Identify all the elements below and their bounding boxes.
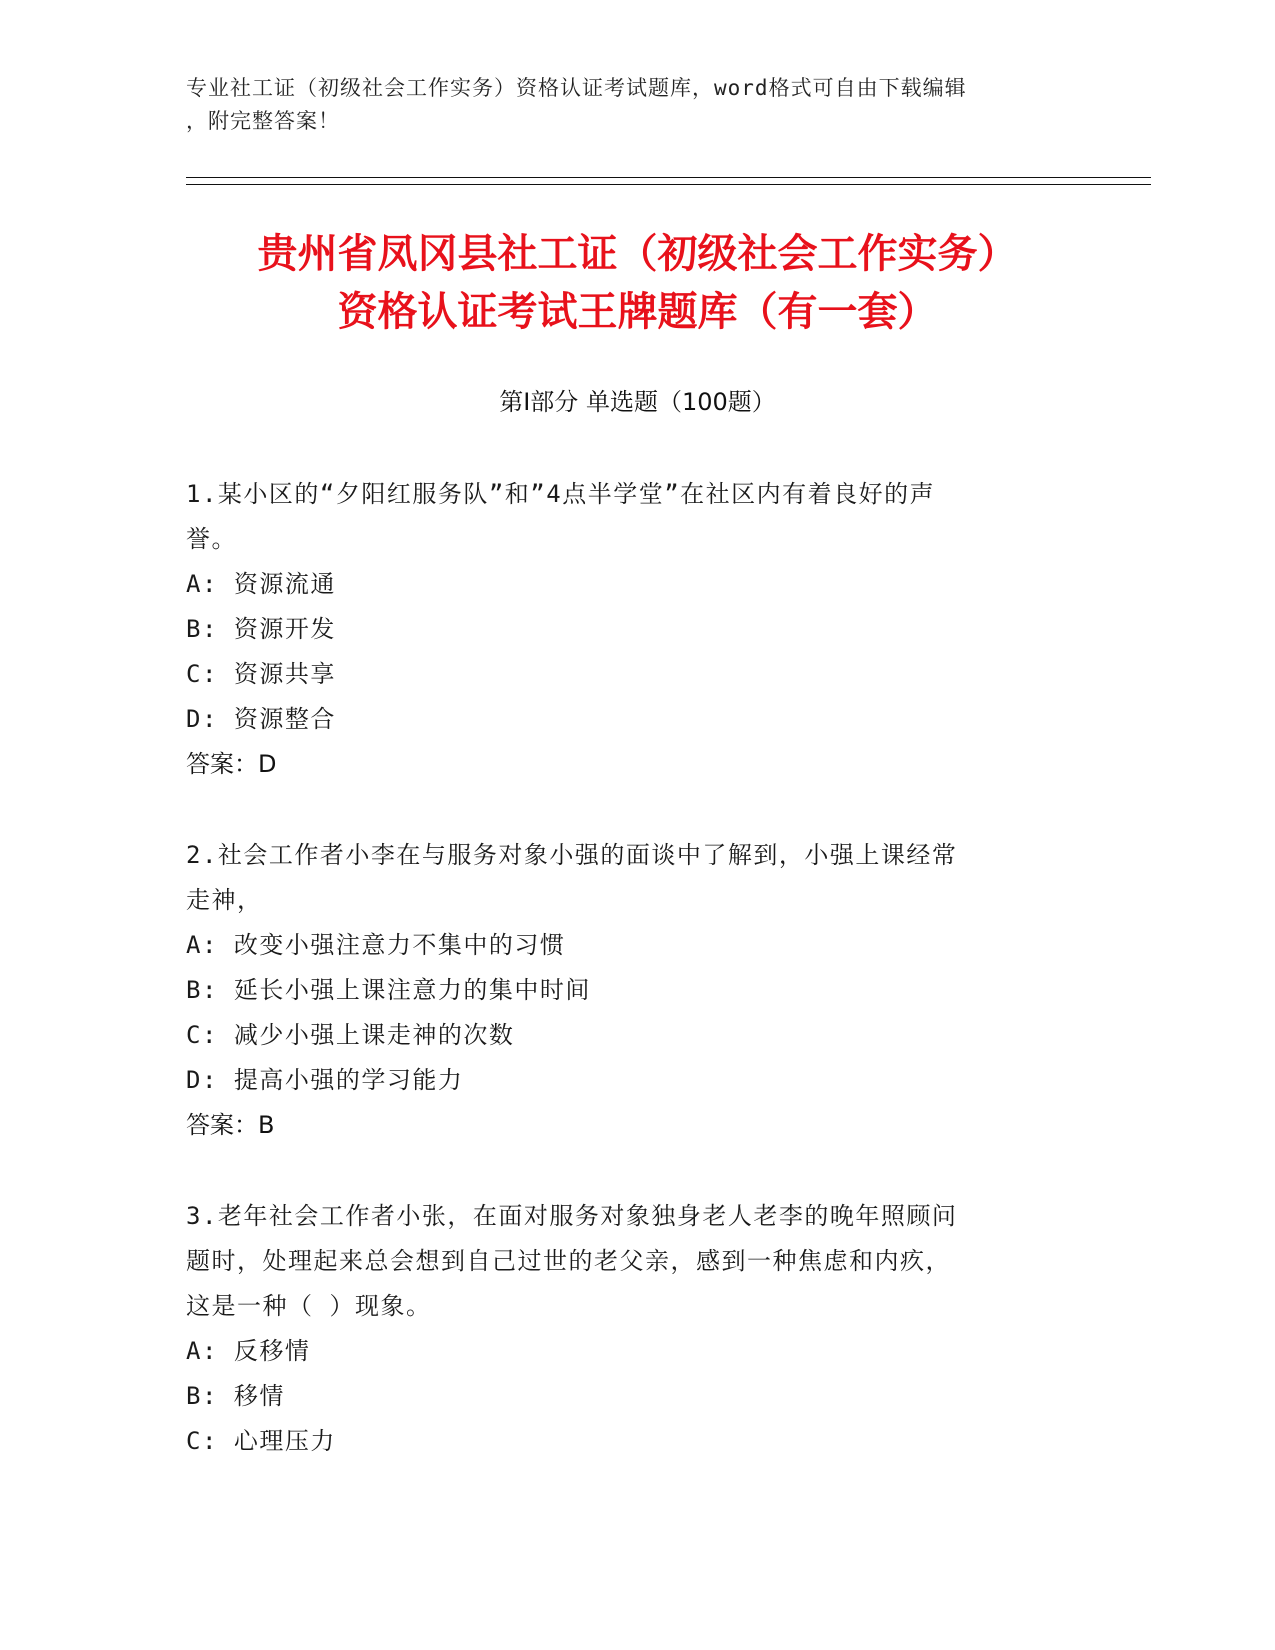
option-d: D: 提高小强的学习能力 (186, 1066, 464, 1094)
header-note-line-2: ，附完整答案！ (186, 109, 340, 133)
document-title-line-1: 贵州省凤冈县社工证（初级社会工作实务） (257, 231, 1018, 277)
header-note-line-1: 专业社工证（初级社会工作实务）资格认证考试题库，word格式可自由下载编辑 (186, 76, 967, 100)
option-a: A: 反移情 (186, 1337, 311, 1365)
option-a: A: 资源流通 (186, 570, 336, 598)
question-stem-line: 1.某小区的“夕阳红服务队”和”4点半学堂”在社区内有着良好的声 (186, 480, 936, 508)
question-stem-line: 走神， (186, 886, 263, 914)
option-d: D: 资源整合 (186, 705, 336, 733)
question-stem (186, 833, 1086, 923)
header-rule-bottom (186, 184, 1151, 185)
option-c: C: 减少小强上课走神的次数 (186, 1021, 515, 1049)
header-rule-top (186, 177, 1151, 178)
option-a: A: 改变小强注意力不集中的习惯 (186, 931, 566, 959)
question-stem-line: 这是一种（ ）现象。 (186, 1292, 432, 1320)
option-b: B: 移情 (186, 1382, 285, 1410)
question-stem-line: 2.社会工作者小李在与服务对象小强的面谈中了解到，小强上课经常 (186, 841, 958, 869)
header-note (186, 72, 1066, 138)
question-list (186, 472, 1086, 1510)
document-title-line-2: 资格认证考试王牌题库（有一套） (337, 289, 938, 335)
option-c: C: 资源共享 (186, 660, 336, 688)
document-title (0, 225, 1275, 341)
question-3 (186, 1194, 1086, 1464)
option-b: B: 延长小强上课注意力的集中时间 (186, 976, 591, 1004)
question-stem (186, 1194, 1086, 1329)
answer-line: 答案：D (186, 750, 277, 778)
option-b: B: 资源开发 (186, 615, 336, 643)
question-stem-line: 3.老年社会工作者小张，在面对服务对象独身老人老李的晚年照顾问 (186, 1202, 958, 1230)
section-heading: 第Ⅰ部分 单选题（100题） (499, 388, 776, 416)
question-stem-line: 誉。 (186, 525, 237, 553)
question-1 (186, 472, 1086, 787)
option-c: C: 心理压力 (186, 1427, 336, 1455)
question-stem-line: 题时，处理起来总会想到自己过世的老父亲，感到一种焦虑和内疚， (186, 1247, 951, 1275)
answer-line: 答案：B (186, 1111, 275, 1139)
question-stem (186, 472, 1086, 562)
question-2 (186, 833, 1086, 1148)
